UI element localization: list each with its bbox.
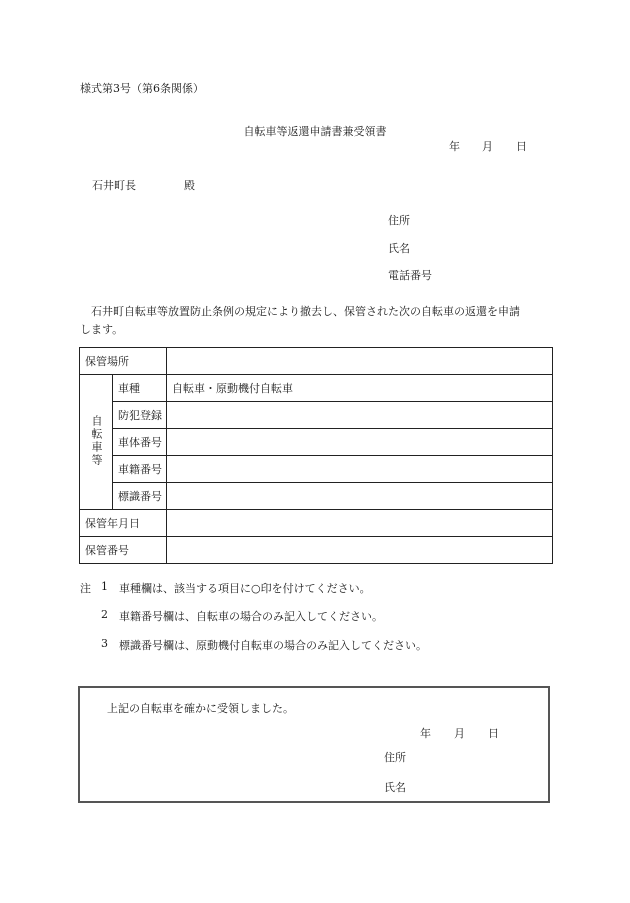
application-statement	[80, 303, 554, 339]
table-row	[80, 483, 553, 510]
table-row	[80, 456, 553, 483]
table-row	[80, 402, 553, 429]
vehicle-type-label: 車種	[113, 375, 167, 402]
storage-number-label: 保管番号	[80, 537, 167, 564]
table-row	[80, 375, 553, 402]
registry-number-value[interactable]	[167, 456, 553, 483]
honorific: 殿	[184, 179, 195, 192]
frame-number-value[interactable]	[167, 429, 553, 456]
receipt-date-day-label: 日	[488, 727, 499, 740]
receipt-statement: 上記の自転車を確かに受領しました。	[107, 702, 294, 715]
note-1-text: 車種欄は、該当する項目に○印を付けてください。	[119, 582, 371, 595]
receipt-address-label: 住所	[384, 751, 406, 764]
plate-number-label: 標識番号	[113, 483, 167, 510]
receipt-date-year-label: 年	[420, 727, 431, 740]
applicant-name-label: 氏名	[388, 242, 410, 255]
storage-number-value[interactable]	[167, 537, 553, 564]
bicycle-info-table	[79, 347, 553, 564]
vehicle-type-value[interactable]: 自転車・原動機付自転車	[167, 375, 553, 402]
table-row	[80, 348, 553, 375]
form-number: 様式第3号（第6条関係）	[80, 82, 204, 95]
statement-line-1: 石井町自転車等放置防止条例の規定により撤去し、保管された次の自転車の返還を申請	[91, 305, 520, 318]
bicycle-group-label	[80, 375, 113, 510]
document-title: 自転車等返還申請書兼受領書	[243, 125, 387, 138]
notes-prefix: 注	[80, 582, 91, 595]
storage-date-label: 保管年月日	[80, 510, 167, 537]
date-day-label: 日	[516, 140, 527, 153]
storage-place-label: 保管場所	[80, 348, 167, 375]
plate-number-value[interactable]	[167, 483, 553, 510]
crime-registration-value[interactable]	[167, 402, 553, 429]
registry-number-label: 車籍番号	[113, 456, 167, 483]
note-3-number: 3	[101, 637, 108, 650]
note-1-number: 1	[101, 580, 108, 593]
bicycle-group-text: 自転車等	[90, 414, 103, 467]
statement-line-2: します。	[80, 323, 124, 336]
addressee: 石井町長	[92, 179, 136, 192]
table-row	[80, 429, 553, 456]
receipt-name-label: 氏名	[384, 781, 406, 794]
crime-registration-label: 防犯登録	[113, 402, 167, 429]
applicant-phone-label: 電話番号	[388, 269, 432, 282]
date-month-label: 月	[482, 140, 493, 153]
table-row	[80, 537, 553, 564]
note-2-number: 2	[101, 608, 108, 621]
table-row	[80, 510, 553, 537]
applicant-address-label: 住所	[388, 214, 410, 227]
date-year-label: 年	[449, 140, 460, 153]
storage-date-value[interactable]	[167, 510, 553, 537]
storage-place-value[interactable]	[167, 348, 553, 375]
note-3-text: 標識番号欄は、原動機付自転車の場合のみ記入してください。	[119, 639, 427, 652]
frame-number-label: 車体番号	[113, 429, 167, 456]
receipt-date-month-label: 月	[454, 727, 465, 740]
note-2-text: 車籍番号欄は、自転車の場合のみ記入してください。	[119, 610, 383, 623]
